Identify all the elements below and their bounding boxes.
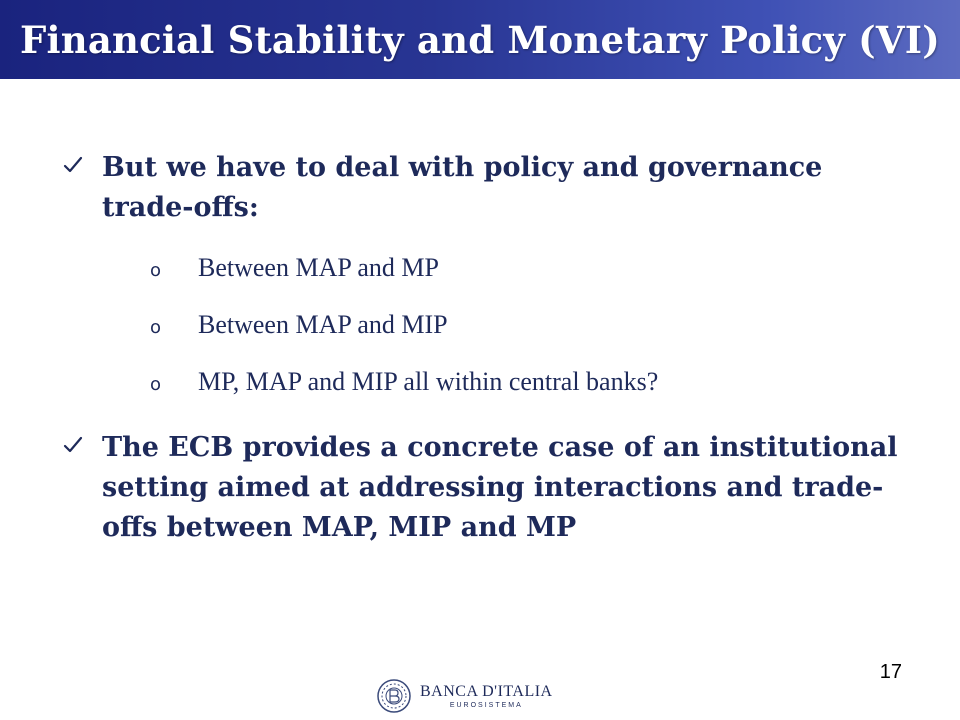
sub-item-text: MP, MAP and MIP all within central banks?: [198, 367, 659, 396]
sub-list-item: [150, 305, 910, 345]
sub-item-text: Between MAP and MP: [198, 253, 439, 282]
bullet-text: But we have to deal with policy and governance trade-offs:: [102, 152, 823, 223]
bullet-item: [62, 148, 922, 228]
sub-bullet-marker: o: [150, 259, 162, 281]
logo-subtitle: EUROSISTEMA: [449, 702, 523, 709]
checkmark-icon: [62, 148, 102, 180]
logo-name: BANCA D'ITALIA: [420, 683, 553, 700]
logo-text: [420, 683, 553, 709]
bullet-item: [62, 428, 922, 548]
sub-list-item: [150, 362, 910, 402]
sub-item-text: Between MAP and MIP: [198, 310, 448, 339]
sub-bullet-marker: o: [150, 373, 162, 395]
slide-title: Financial Stability and Monetary Policy (VI): [20, 17, 940, 62]
sub-bullet-marker: o: [150, 316, 162, 338]
page-number: 17: [879, 661, 902, 683]
checkmark-icon: [62, 428, 102, 460]
sub-list-item: [150, 248, 910, 288]
bullet-text: The ECB provides a concrete case of an institutional setting aimed at addressing interactions and trade-offs between MAP, MIP and MP: [102, 432, 898, 543]
banca-ditalia-logo: [376, 676, 553, 716]
banca-ditalia-emblem-icon: [376, 678, 412, 714]
